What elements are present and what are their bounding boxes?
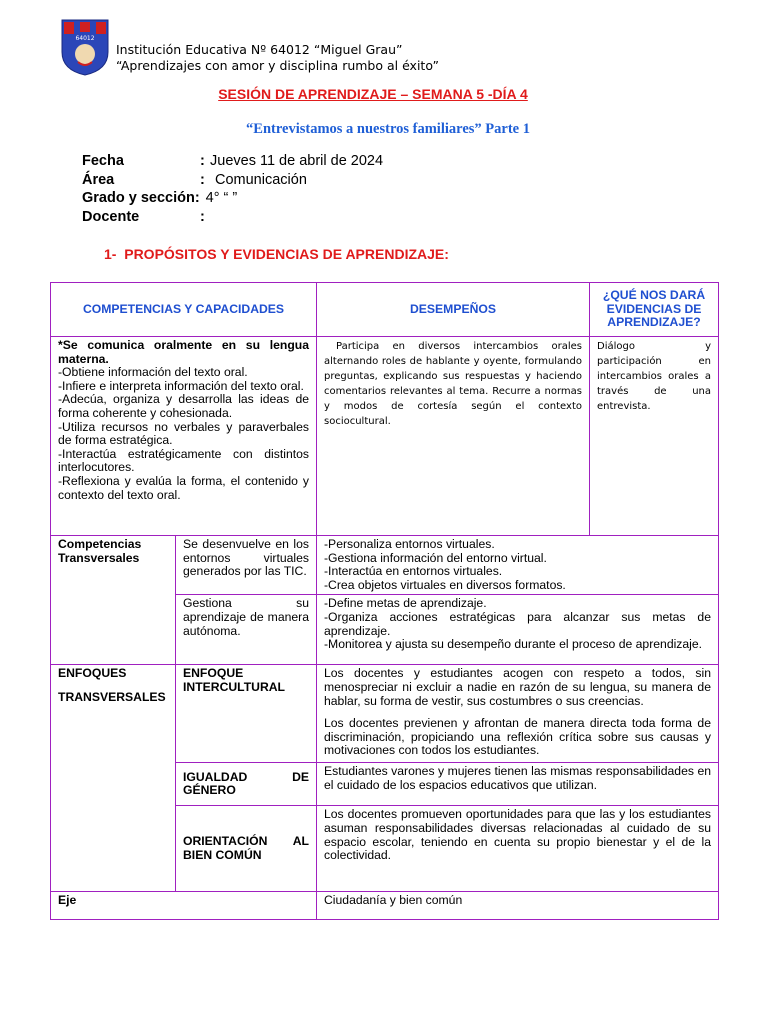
evidence-cell: Diálogo y participación en intercambios orales a través de una entrevista.	[590, 337, 719, 536]
session-subtitle: “Entrevistamos a nuestros familiares” Parte 1	[246, 121, 530, 137]
enfoque-text: Los docentes previenen y afrontan de manera directa toda forma de discriminación, propiciando una reflexión crítica sobre sus causas y motivaciones con todos los estudiantes.	[324, 716, 711, 758]
info-row-grado	[82, 189, 383, 208]
enfoques-label-2: TRANSVERSALES	[58, 689, 166, 704]
capacity-item: -Infiere e interpreta información del texto oral.	[58, 378, 304, 393]
enfoque-description	[317, 665, 719, 763]
colon: :	[200, 171, 205, 188]
enfoque-name: IGUALDAD DE GÉNERO	[176, 763, 317, 806]
list-item: -Personaliza entornos virtuales.	[324, 537, 495, 551]
enfoque-name: ORIENTACIÓN AL BIEN COMÚN	[176, 806, 317, 892]
section-number: 1-	[104, 246, 117, 262]
school-logo	[60, 18, 110, 76]
info-row-docente	[82, 208, 383, 227]
capacity-item: -Adecúa, organiza y desarrolla las ideas de forma coherente y cohesionada.	[58, 392, 309, 420]
enfoques-label-1: ENFOQUES	[58, 666, 127, 681]
area-label: Área	[82, 171, 115, 188]
list-item: -Interactúa en entornos virtuales.	[324, 564, 503, 579]
table-header-row	[51, 283, 719, 337]
learning-purposes-table	[50, 282, 719, 920]
info-row-area	[82, 171, 383, 190]
enfoque-description: Estudiantes varones y mujeres tienen las mismas responsabilidades en el cuidado de los espacios educativos que utilizan.	[317, 763, 719, 806]
session-title: SESIÓN DE APRENDIZAJE – SEMANA 5 -DÍA 4	[218, 86, 528, 102]
grado-value: 4° “ ”	[205, 190, 238, 206]
competence-cell	[51, 337, 317, 536]
competence-title: *Se comunica oralmente en su lengua materna.	[58, 338, 309, 366]
section-title: PROPÓSITOS Y EVIDENCIAS DE APRENDIZAJE:	[124, 246, 449, 262]
institution-motto: “Aprendizajes con amor y disciplina rumbo al éxito”	[116, 58, 440, 73]
svg-text:64012: 64012	[75, 35, 95, 42]
area-value: Comunicación	[215, 171, 307, 188]
list-item: -Organiza acciones estratégicas para alcanzar sus metas de aprendizaje.	[324, 609, 711, 638]
transversal-row-1	[51, 536, 719, 595]
list-item: -Crea objetos virtuales en diversos formatos.	[324, 577, 566, 592]
header-evidencias: ¿QUÉ NOS DARÁ EVIDENCIAS DE APRENDIZAJE?	[590, 283, 719, 337]
enfoque-text: Los docentes y estudiantes acogen con respeto a todos, sin menospreciar ni excluir a nadie en razón de su lengua, su manera de hablar, su forma de vestir, sus costumbres o sus creencias.	[324, 666, 711, 708]
header-competencias: COMPETENCIAS Y CAPACIDADES	[51, 283, 317, 337]
info-row-fecha	[82, 152, 383, 171]
enfoque-row-1	[51, 665, 719, 763]
header-desempenos: DESEMPEÑOS	[317, 283, 590, 337]
capacity-item: -Utiliza recursos no verbales y paraverbales de forma estratégica.	[58, 419, 309, 448]
fecha-label: Fecha	[82, 153, 124, 169]
transversal-items-1	[317, 536, 719, 595]
eje-row	[51, 892, 719, 920]
transversal-comp-2: Gestiona su aprendizaje de manera autónoma.	[176, 595, 317, 665]
fecha-value: Jueves 11 de abril de 2024	[210, 153, 384, 169]
docente-label: Docente	[82, 208, 140, 225]
colon: :	[200, 208, 205, 225]
performance-cell: Participa en diversos intercambios orales alternando roles de hablante y oyente, formulando preguntas, explicando sus respuestas y haciendo comentarios relevantes al tema. Recurre a normas y modos de cortesía según el contexto sociocultural.	[317, 337, 590, 536]
eje-label: Eje	[51, 892, 317, 920]
list-item: -Gestiona información del entorno virtual.	[324, 550, 547, 565]
colon: :	[200, 153, 205, 169]
transversal-label: Competencias Transversales	[51, 536, 176, 665]
competence-row	[51, 337, 719, 536]
institution-name: Institución Educativa Nº 64012 “Miguel Grau”	[116, 42, 403, 57]
eje-value: Ciudadanía y bien común	[317, 892, 719, 920]
session-info	[82, 152, 383, 226]
enfoque-name: ENFOQUE INTERCULTURAL	[176, 665, 317, 763]
section-heading	[104, 246, 449, 262]
capacity-item: -Obtiene información del texto oral.	[58, 365, 248, 380]
transversal-items-2	[317, 595, 719, 665]
transversal-comp-1: Se desenvuelve en los entornos virtuales generados por las TIC.	[176, 536, 317, 595]
institution-header	[116, 42, 439, 74]
capacity-item: -Reflexiona y evalúa la forma, el contenido y contexto del texto oral.	[58, 473, 309, 502]
list-item: -Monitorea y ajusta su desempeño durante el proceso de aprendizaje.	[324, 637, 703, 652]
list-item: -Define metas de aprendizaje.	[324, 596, 487, 611]
enfoque-description: Los docentes promueven oportunidades para que las y los estudiantes asuman responsabilidades diversas relacionadas al cuidado de su espacio escolar, teniendo en cuenta su propio bienestar y el de la colectividad.	[317, 806, 719, 892]
grado-label: Grado y sección:	[82, 190, 200, 206]
capacity-item: -Interactúa estratégicamente con distintos interlocutores.	[58, 446, 309, 475]
enfoques-label	[51, 665, 176, 892]
